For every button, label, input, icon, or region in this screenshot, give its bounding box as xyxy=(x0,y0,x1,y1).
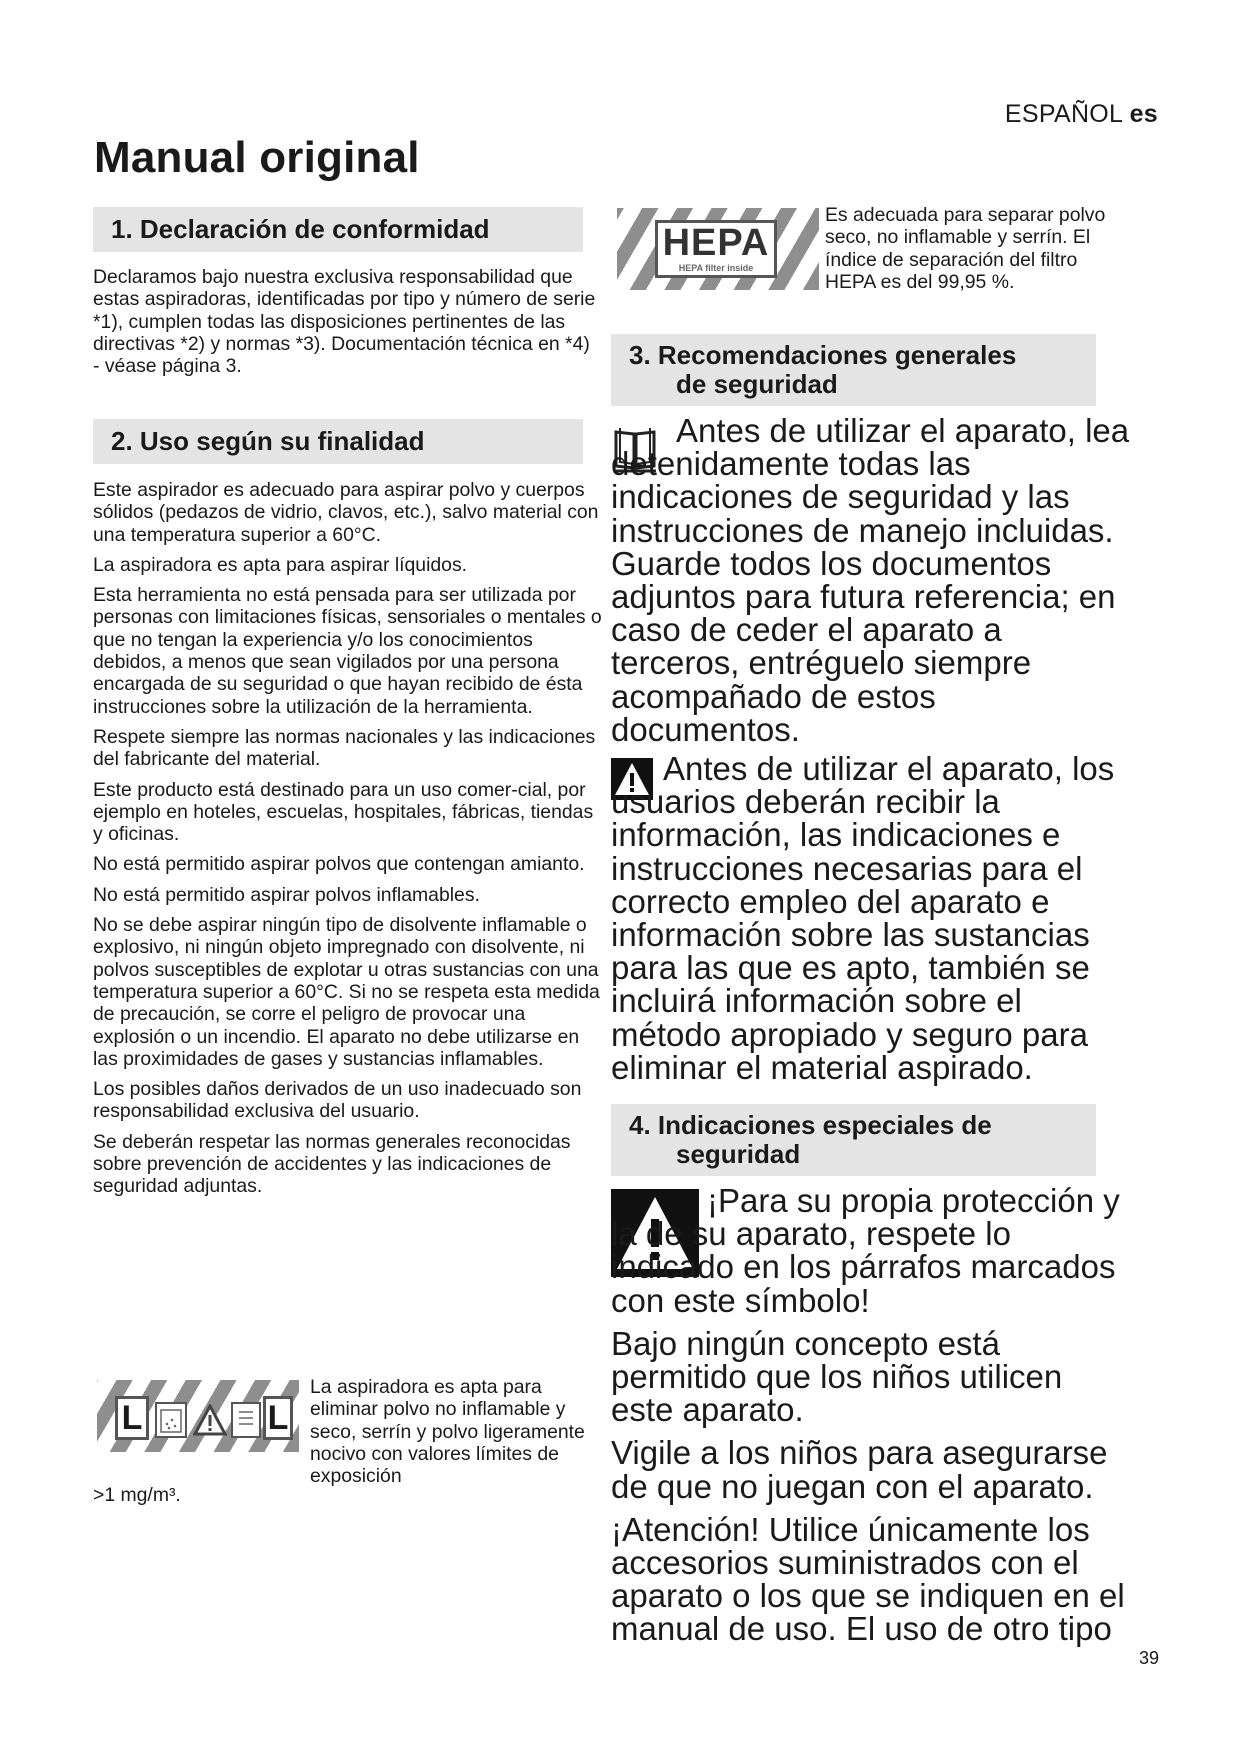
l-class-description-tail: >1 mg/m³. xyxy=(93,1484,181,1506)
section-3-heading: 3. Recomendaciones generales de seguridad xyxy=(611,334,1096,406)
warning-triangle-icon xyxy=(193,1404,227,1436)
l-class-description: La aspiradora es apta para eliminar polvo no inflamable y seco, serrín y polvo ligeramente nocivo con valores límites de exposición xyxy=(310,1376,585,1488)
paragraph: No se debe aspirar ningún tipo de disolvente inflamable o explosivo, ni ningún objeto impregnado con disolvente, ni polvos susceptibles de explotar u otras sustancias con una temperatura superior a 60°C. Si no se respeta esta medida de precaución, se corre el peligro de provocar una explosión o un incendio. El aparato no debe utilizarse en las proximidades de gases y sustancias inflamables. xyxy=(93,914,600,1070)
paragraph: Este aspirador es adecuado para aspirar polvo y cuerpos sólidos (pedazos de vidrio, clavos, etc.), salvo material con una temperatura superior a 60°C. xyxy=(93,479,599,546)
l-letter-right: L xyxy=(263,1396,293,1440)
page-number: 39 xyxy=(1138,1648,1159,1668)
section-4-heading: 4. Indicaciones especiales de seguridad xyxy=(611,1104,1096,1176)
paragraph: Los posibles daños derivados de un uso inadecuado son responsabilidad exclusiva del usuario. xyxy=(93,1078,582,1123)
language-name: ESPAÑOL xyxy=(1004,100,1123,128)
paragraph: Esta herramienta no está pensada para ser utilizada por personas con limitaciones físicas, sensoriales o mentales o que no tengan la experiencia y/o los conocimientos debidos, a menos que sean vigilados por una persona encargada de su seguridad o que hayan recibido de ésta instrucciones sobre la utilización de la herramienta. xyxy=(93,584,602,718)
section-3-p2: Antes de utilizar el aparato, los usuarios deberán recibir la información, las indicaciones e instrucciones necesarias para el correcto empleo del aparato e información sobre las sustancias para las que es apto, también se incluirá información sobre el método apropiado y seguro para eliminar el material aspirado. xyxy=(611,750,1115,1086)
language-code: es xyxy=(1129,100,1158,128)
paragraph: Este producto está destinado para un uso comer-cial, por ejemplo en hoteles, escuelas, hospitales, fábricas, tiendas y oficinas. xyxy=(93,778,594,846)
dust-container-icon xyxy=(155,1402,187,1438)
paragraph: La aspiradora es apta para aspirar líquidos. xyxy=(93,553,468,576)
paragraph: No está permitido aspirar polvos inflamables. xyxy=(93,883,480,906)
hepa-title: HEPA xyxy=(662,222,770,264)
hepa-subtitle: HEPA filter inside xyxy=(678,263,754,273)
paragraph: Respete siempre las normas nacionales y las indicaciones del fabricante del material. xyxy=(93,725,596,771)
declaration-text: Declaramos bajo nuestra exclusiva responsabilidad que estas aspiradoras, identificadas por tipo y número de serie *1), cumplen todas las disposiciones pertinentes de las directivas *2) y normas *3). Documentación técnica en *4) - véase página 3. xyxy=(93,266,596,378)
section-4-body: ¡Para su propia protección y la de su aparato, respete lo indicado en los párrafos marcados con este símbolo! Bajo ningún concepto está permitido que los niños utilicen este aparato. Vigile a los niños para asegurarse de que no juegan con el aparato. ¡Atención! Utilice únicamente los accesorios suministrados con el aparato o los que se indiquen en el manual de uso. El uso de otro tipo xyxy=(611,1182,1125,1648)
dust-icon xyxy=(157,1404,185,1436)
section-1-heading: 1. Declaración de conformidad xyxy=(93,207,583,252)
paragraph: Se deberán respetar las normas generales reconocidas sobre prevención de accidentes y las indicaciones de seguridad adjuntas. xyxy=(93,1130,571,1198)
page-title: Manual original xyxy=(94,133,420,182)
l-class-label xyxy=(97,1380,299,1452)
section-3-p1: Antes de utilizar el aparato, lea detenidamente todas las indicaciones de seguridad y las instrucciones de manejo incluidas. Guarde todos los documentos adjuntos para futura referencia; en caso de ceder el aparato a terceros, entréguelo siempre acompañado de estos documentos. xyxy=(611,412,1130,748)
hepa-label xyxy=(617,208,819,290)
section-2-body xyxy=(93,479,603,1206)
document-icon xyxy=(231,1402,261,1438)
section-2-heading: 2. Uso según su finalidad xyxy=(93,419,583,464)
section-1-body xyxy=(93,266,598,385)
language-indicator xyxy=(1005,100,1158,129)
hepa-description: Es adecuada para separar polvo seco, no inflamable y serrín. El índice de separación del filtro HEPA es del 99,95 %. xyxy=(825,204,1106,293)
paragraph: No está permitido aspirar polvos que contengan amianto. xyxy=(93,853,585,876)
hepa-badge xyxy=(655,220,777,278)
l-letter-left: L xyxy=(115,1396,149,1440)
